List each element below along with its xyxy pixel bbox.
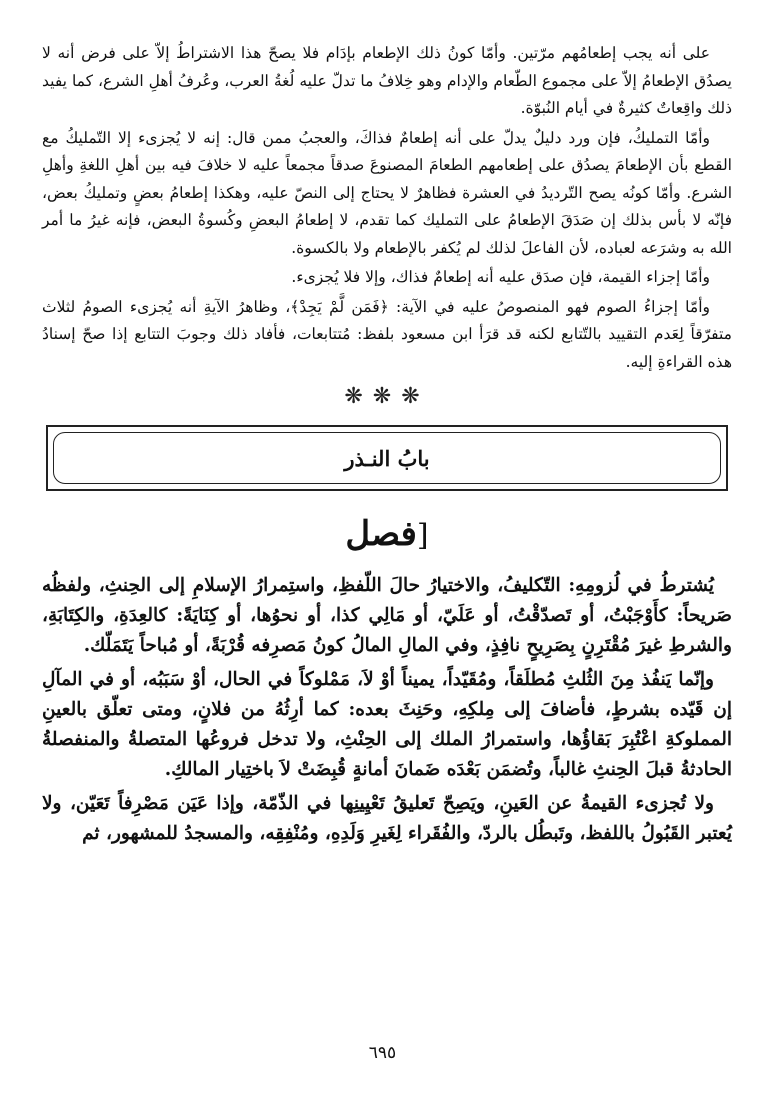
- main-text-paragraph-1: يُشترطُ في لُزومِهِ: التّكليفُ، والاختيارُ حالَ اللّفظِ، واستِمرارُ الإسلامِ إلى الحِنثِ، ولفظُه صَريحاً: كأَوْجَبْتُ، أو تَصدّقْتُ، أو عَلَيّ، أو مَالِي كذا، أو نحوُها، أو كِنَايَةً: كالعِدَةِ، والكِتَابَةِ، والشرطِ غيرَ مُقْتَرِنٍ بِصَرِيحٍ نافِذٍ، وفي المالِ المالُ كونُ مَصرِفه قُرْبَةً، أو مُباحاً يَتَمَلّك.: [42, 575, 732, 656]
- page-number: ٦٩٥: [368, 1043, 397, 1063]
- chapter-title-frame: [46, 425, 728, 491]
- commentary-paragraph-3: وأمّا إجزاء القيمة، فإن صدَق عليه أنه إطعامٌ فذاك، وإلا فلا يُجزىء.: [291, 268, 710, 286]
- commentary-paragraph-2: وأمّا التمليكُ، فإن ورد دليلٌ يدلّ على أنه إطعامٌ فذاكَ، والعجبُ ممن قال: إنه لا يُجزىء إلا التّمليكُ مع القطع بأن الإطعامَ يصدُق على إطعامهم الطعامَ المصنوعَ صدقاً مجمعاً عليه لا خلافَ فيه بين أهلِ اللغةِ وأهلِ الشرع. وأمّا كونُه يصح التّرديدُ في العشرة فظاهرٌ لا يحتاج إلى النصّ عليه، وهكذا إطعامُ بعضٍ وتمليكُ بعض، فإنّه لا بأس بذلك إن صَدَقَ الإطعامُ على التمليك كما تقدم، لا إطعامُ البعضِ وكُسوةُ البعض، فإنه غيرُ ما أمر الله به وشرَعه لعباده، لأن الفاعلَ لذلك لم يُكفر بالإطعام ولا بالكسوة.: [42, 128, 732, 257]
- section-heading-text: فصل: [345, 514, 417, 554]
- main-text-paragraph-3: ولا تُجزىء القيمةُ عن العَينِ، ويَصِحّ تَعليقُ تَعْيِينِها في الذّمّة، وإذا عَيَن مَصْرِفاً تَعَيّن، ولا يُعتبر القَبُولُ باللفظ، وتَبطُل بالردّ، والفُقَراء لِغَيرِ وَلَدِهِ، ومُنْفِقِه، والمسجدُ للمشهور، ثم: [42, 793, 732, 844]
- commentary-paragraph-4: وأمّا إجزاءُ الصوم فهو المنصوصُ عليه في الآية: ﴿فَمَن لَّمْ يَجِدْ﴾، وظاهرُ الآيةِ أنه يُجزىء الصومُ لثلاث متفرّقاً لِعَدم التقييد بالتّتابع لكنه قد قرَأ ابن مسعود بلفظ: مُتتابعات، فأفاد ذلك وجوبَ التتابع إذا صحّ إسنادُ هذه القراءةِ إليه.: [42, 297, 732, 371]
- chapter-title: بابُ النـذر: [53, 432, 721, 484]
- section-divider-ornaments: ❋❋❋: [344, 384, 430, 409]
- commentary-paragraph-1: على أنه يجب إطعامُهم مرّتين. وأمّا كونُ ذلك الإطعام بإدَام فلا يصحّ هذا الاشتراطُ إلاّ على فرض أنه لا يصدُق الإطعامُ إلاّ على مجموع الطّعام والإدام وهو خِلافُ ما تدلّ عليه لُغةُ العرب، وعُرفُ أهلِ الشرع، كما يفيد ذلك واقِعاتٌ كثيرةٌ في أيام النُبوّة.: [42, 44, 732, 117]
- section-heading: [42, 509, 732, 561]
- main-text-paragraph-2: وإنّما يَنفُذ مِنَ الثُلثِ مُطلَقاً، ومُقَيّداً، يميناً أوْ لاَ، مَمْلوكاً في الحال، أوْ سَبَبُه، أو في المآلِ إن قَيّده بشرطٍ، فأضافَ إلى مِلكِهِ، وحَنِثَ بعده: كما أرِثُهُ من فلانٍ، ومتى تعلّق بالعينِ المملوكةِ اعْتُبِرَ بَقاؤُها، واستمرارُ الملك إلى الحِنْثِ، ولا تدخل فروعُها المتصلةُ والمنفصلةُ الحادثةُ قبلَ الحِنثِ غالباً، وتُضمَن بَعْدَه ضَمانَ أمانةٍ قُبِضَتْ لاَ باختِيار المالكِ.: [42, 669, 732, 780]
- heading-bracket-icon: [: [416, 518, 429, 553]
- page-body: [42, 40, 732, 849]
